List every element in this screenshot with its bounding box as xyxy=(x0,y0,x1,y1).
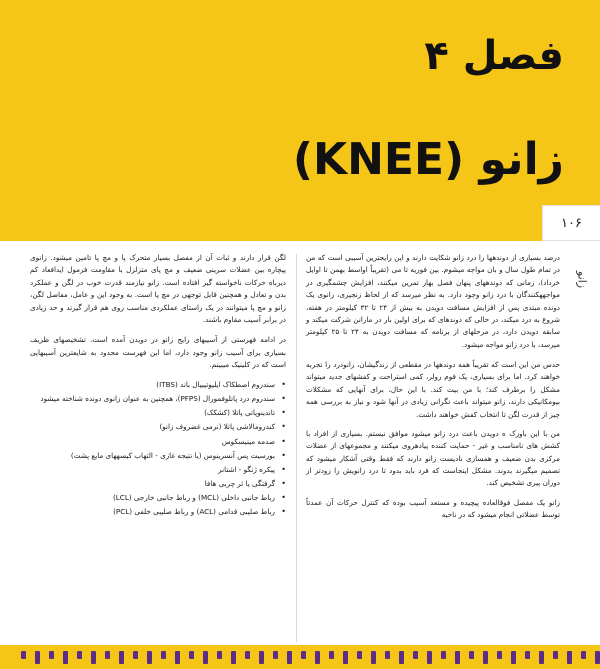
footer-tick xyxy=(399,651,404,664)
column-divider xyxy=(296,254,297,642)
footer-decorative-strip xyxy=(0,645,600,669)
list-item: • رباط جانبی داخلی (MCL) و رباط جانبی خارجی (LCL) xyxy=(30,491,286,505)
footer-tick xyxy=(245,651,250,659)
footer-tick xyxy=(357,651,362,659)
footer-tick xyxy=(119,651,124,664)
footer-tick xyxy=(483,651,488,664)
list-item: • کندرومالاشی پاتلا (نرمی غضروف زانو) xyxy=(30,420,286,434)
footer-tick xyxy=(413,651,418,659)
footer-tick xyxy=(371,651,376,664)
footer-tick xyxy=(161,651,166,659)
footer-tick-row xyxy=(0,651,600,665)
list-item: • بورسیت پس آنسرینوس (یا نتیجه غازی - التهاب کیسههای مایع پشت) xyxy=(30,449,286,463)
chapter-header-band xyxy=(0,0,600,241)
footer-tick xyxy=(231,651,236,664)
list-item: • پیکره ژنگو - اشتانر xyxy=(30,463,286,477)
paragraph: لگن قرار دارند و ثبات آن از مفصل بسیار متحرک پا و مچ پا تامین میشود. زانوی پیچاره بین عضلات سرینی ضعیف و مچ پای متزلزل با مقاومت فرمول ایدافعاد کم دیرباه حرکات ناخواسته گیر افتاده است. زانو نیازمند قدرت خوب در لگن و عملکرد بدن و تعادل و همچنین قابل توجهی در مچ پا است. به وجود این و عامل، مفاصل لگن، زانو و مچ پا میتوانند در یک راستای عملکردی مناسب روی هم قرار گیرند و حد زیادی در برابر آسیب مقاوم باشند. xyxy=(30,253,286,324)
list-item: • سندروم درد پاتلوفمورال (PFPS)، همچنین به عنوان زانوی دونده شناخته میشود xyxy=(30,392,286,406)
footer-tick xyxy=(329,651,334,659)
footer-tick xyxy=(273,651,278,659)
list-item: • صدمه مینیسکوس xyxy=(30,435,286,449)
footer-tick xyxy=(539,651,544,664)
footer-tick xyxy=(287,651,292,664)
page-number-tab: ۱۰۶ xyxy=(542,205,600,241)
footer-tick xyxy=(315,651,320,664)
footer-tick xyxy=(77,651,82,659)
footer-tick xyxy=(455,651,460,664)
footer-tick xyxy=(581,651,586,659)
paragraph: در ادامه فهرستی از آسیبهای رایج زانو در دویدن آمده است. تشخیصهای ظریف بسیاری برای آسیب زانو وجود دارد، اما این فهرست محدود به شایعترین آسیبهایی است که در کلینیک میبینم. xyxy=(30,335,286,369)
paragraph: درصد بسیاری از دوندهها را درد زانو شکایت دارند و این رایجترین آسیبی است که من در تمام طول سال و بان مواجه میشوم. بین فوریه تا می (تقریباً اواسط بهمن تا اوایل خرداد)، زمانی که دوندههای پنهان فصل بهار تمرین میکنند، افزایش چشمگیری در مواجههکنندگان با درد زانو وجود دارد. به نظر میرسد که از لحاظ زنجیری، زانوی یک دونده مبتدی پس از افزایش مسافت دویدن به بیش از ۲۴ تا ۳۲ کیلومتر در هفته، شروع به درد میکند، در حالی که دوندهای که برای اولین بار در ماراتن شرکت میکند و سابقه دویدن دارد، در مرحلهای از برنامه که مسافت دویدن به ۲۴ تا ۲۵ کیلومتر میرسد، با درد زانو مواجه میشود. xyxy=(306,253,561,349)
footer-tick xyxy=(385,651,390,659)
footer-tick xyxy=(63,651,68,664)
footer-tick xyxy=(427,651,432,664)
list-item: • سندروم اصطکاک ایلیوتیبیال باند (ITBS) xyxy=(30,378,286,392)
footer-tick xyxy=(343,651,348,664)
footer-tick xyxy=(133,651,138,659)
footer-tick xyxy=(441,651,446,659)
list-item: • تاندینوپاتی پاتلا (کشکک) xyxy=(30,406,286,420)
footer-tick xyxy=(567,651,572,664)
side-chapter-label: زانو xyxy=(575,271,589,289)
footer-tick xyxy=(21,651,26,659)
footer-tick xyxy=(497,651,502,659)
paragraph: حدس من این است که تقریباً همه دوندهها در مقطعی از زندگیشان، زانودرد را تجربه خواهند کرد. اما برای بسیاری، یک قوم رولر، کمی استراحت و کفشهای جدید میتواند مشکل را برطرف کند؛ با من بیت کند. با این حال، برای آنهایی که مشکلات بیومکانیکی دارند، زانو میتواند باعث نگرانی زیادی در آنها شود و نیاز به بررسی همه چیز از قدرت لگن تا انتخاب کفش خواهند داشت. xyxy=(306,360,560,419)
footer-tick xyxy=(511,651,516,664)
injury-list xyxy=(30,378,286,518)
footer-tick xyxy=(189,651,194,659)
column-left xyxy=(30,252,288,645)
list-item: • رباط صلیبی قدامی (ACL) و رباط صلیبی خلفی (PCL) xyxy=(30,505,286,519)
footer-tick xyxy=(595,651,600,664)
page-body xyxy=(0,252,600,645)
chapter-number: فصل ۴ xyxy=(424,33,564,79)
footer-tick xyxy=(259,651,264,664)
footer-tick xyxy=(203,651,208,664)
footer-tick xyxy=(175,651,180,664)
footer-tick xyxy=(469,651,474,659)
chapter-title: زانو (KNEE) xyxy=(292,134,564,185)
footer-tick xyxy=(301,651,306,659)
footer-tick xyxy=(49,651,54,659)
footer-tick xyxy=(553,651,558,659)
footer-tick xyxy=(525,651,530,659)
column-right xyxy=(302,252,560,645)
footer-tick xyxy=(105,651,110,659)
footer-tick xyxy=(217,651,222,659)
footer-tick xyxy=(35,651,40,664)
footer-tick xyxy=(147,651,152,664)
list-item: • گرفتگی یا ئر چربی هافا xyxy=(30,477,286,491)
text-columns xyxy=(22,252,560,645)
footer-tick xyxy=(91,651,96,664)
paragraph: زانو یک مفصل فوقالعاده پیچیده و مستعد آسیب بوده که کنترل حرکات آن عمدتاً توسط عضلاتی انجام میشود که در ناحیه xyxy=(306,497,560,520)
paragraph: من با این باورک ه دویدن باعث درد زانو میشود موافق نیستم. بسیاری از افراد با کشش های نامناسب و غیر - حمایت کننده پیادهروی میکنند و مجموعهای از عضلات مرکزی بدن ضعیف و همسازی نادیست زانو دارند که فقط وقتی آشکار میشود که تصمیم میگیرند بدوند. مشکل اینجاست که فرد باید بدود تا درد زانویش را زودتر از دوران پیری تشخیص کند. xyxy=(306,428,560,488)
